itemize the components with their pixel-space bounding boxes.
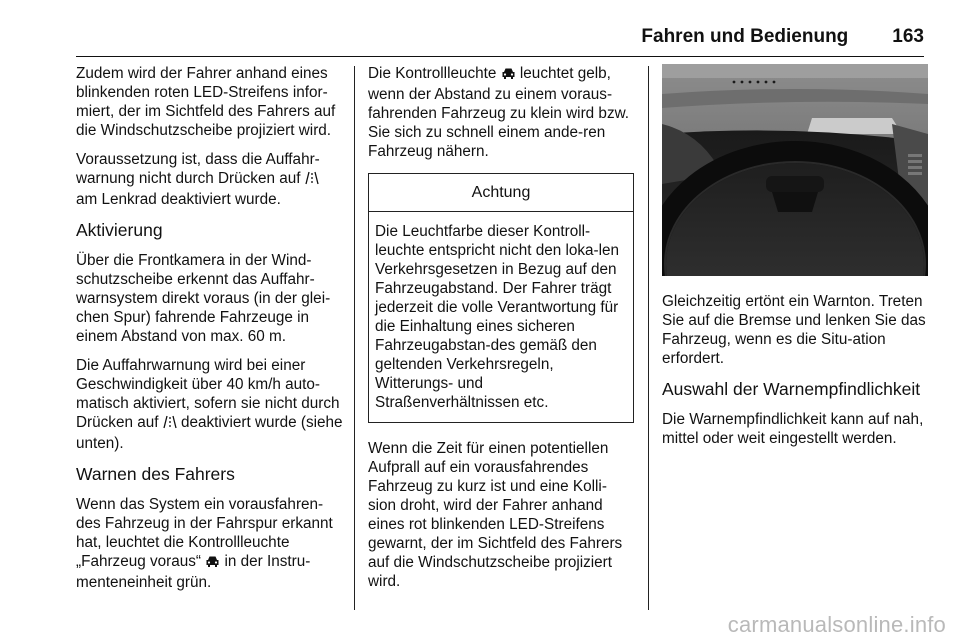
text: leuchtet gelb, wenn der Abstand zu einem voraus-fahrenden Fahrzeug zu klein wird bzw. Sie sich zu schnell einem ande-ren Fahrzeug nähern. [368, 65, 630, 160]
paragraph [76, 150, 344, 209]
caution-box [368, 173, 634, 423]
heading-aktivierung: Aktivierung [76, 220, 163, 240]
watermark: carmanualsonline.info [727, 612, 946, 637]
header-rule [76, 56, 924, 57]
page-header [60, 26, 924, 48]
column-divider-1 [354, 66, 355, 610]
lane-assist-button-icon [163, 415, 177, 434]
column-1 [76, 64, 344, 602]
car-ahead-icon [205, 554, 220, 573]
heading-warnen: Warnen des Fahrers [76, 464, 235, 484]
paragraph [76, 356, 344, 453]
page-title: Fahren und Bedienung [641, 26, 849, 47]
text: am Lenkrad deaktiviert wurde. [76, 191, 281, 208]
paragraph: Zudem wird der Fahrer anhand eines blinkenden roten LED-Streifens infor-miert, der im Sichtfeld des Fahrers auf die Windschutzscheibe projiziert wird. [76, 65, 336, 139]
text: deaktiviert wurde (siehe unten). [76, 414, 343, 452]
windshield-led-strip-photo [662, 64, 928, 276]
page-number: 163 [892, 26, 924, 47]
paragraph: Über die Frontkamera in der Wind-schutzscheibe erkennt das Auffahr-warnsystem direkt voraus (in der glei-chen Spur) fahrende Fahrzeuge in einem Abstand von max. 60 m. [76, 252, 331, 345]
column-divider-2 [648, 66, 649, 610]
paragraph: Die Warnempfindlichkeit kann auf nah, mittel oder weit eingestellt werden. [662, 411, 924, 447]
text: in der Instru-menteneinheit grün. [76, 553, 311, 591]
paragraph: Gleichzeitig ertönt ein Warnton. Treten Sie auf die Bremse und lenken Sie das Fahrzeug, wenn es die Situ-ation erfordert. [662, 293, 926, 367]
heading-auswahl: Auswahl der Warnempfindlichkeit [662, 379, 921, 399]
lane-assist-button-icon [305, 171, 319, 190]
text: Wenn das System ein vorausfahren-des Fahrzeug in der Fahrspur erkannt hat, leuchtet die Kontrollleuchte „Fahrzeug voraus“ [76, 496, 333, 570]
text: Die Kontrollleuchte [368, 65, 501, 82]
caution-text: Die Leuchtfarbe dieser Kontroll-leuchte entspricht nicht den loka-len Verkehrsgesetzen in Bezug auf den Fahrzeugabstand. Der Fahrer trägt jederzeit die volle Verantwortung für die Einhaltung eines sicheren Fahrzeugabstan-des gemäß den geltenden Verkehrsregeln, Witterungs- und Straßenverhältnissen etc. [375, 223, 620, 411]
paragraph: Wenn die Zeit für einen potentiellen Aufprall auf ein vorausfahrendes Fahrzeug zu kurz ist und eine Kolli-sion droht, wird der Fahrer anhand eines rot blinkenden LED-Streifens gewarnt, der im Sichtfeld des Fahrers auf die Windschutzscheibe projiziert wird. [368, 440, 623, 590]
paragraph [368, 64, 634, 161]
car-ahead-icon [501, 66, 516, 85]
caution-title: Achtung [369, 174, 633, 212]
paragraph [76, 495, 344, 592]
column-3 [662, 64, 928, 458]
column-2 [368, 64, 634, 601]
text: Die Auffahrwarnung wird bei einer Geschwindigkeit über 40 km/h auto-matisch aktiviert, sofern sie nicht durch Drücken auf [76, 357, 340, 431]
text: Voraussetzung ist, dass die Auffahr-warnung nicht durch Drücken auf [76, 151, 320, 187]
